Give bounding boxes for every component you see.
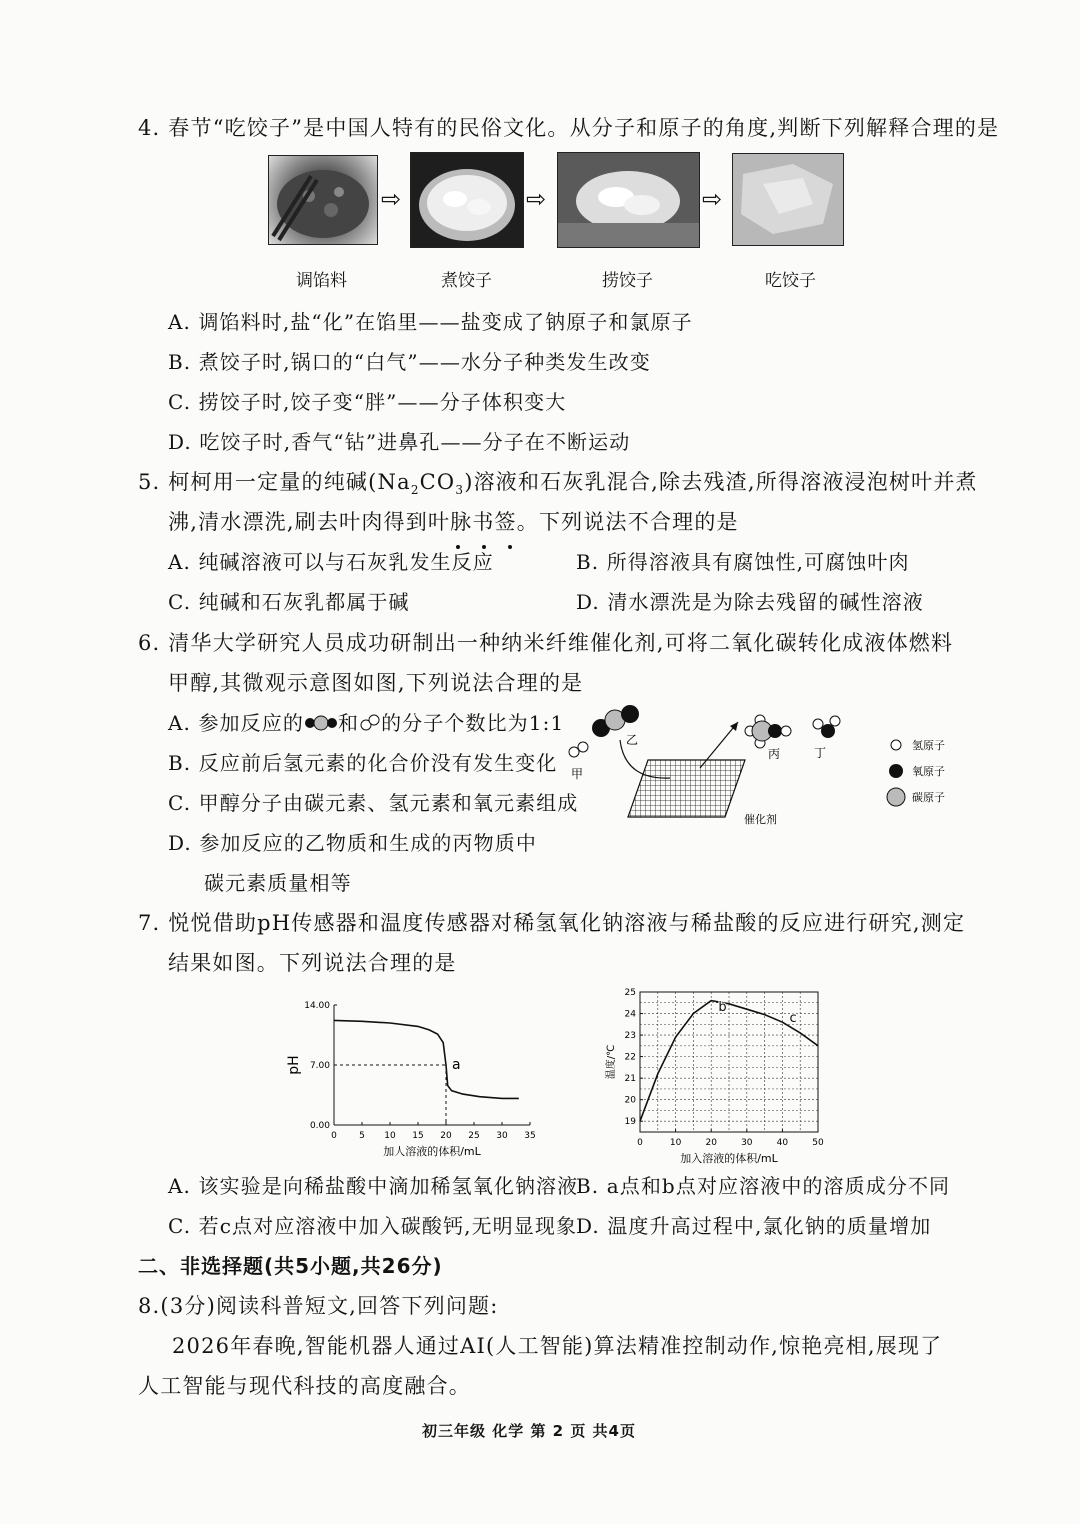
photo-filling bbox=[268, 155, 378, 245]
q6-option-a: A. 参加反应的 和 的分子个数比为1:1 bbox=[168, 711, 565, 735]
q8-paragraph-line1: 2026年春晚,智能机器人通过AI(人工智能)算法精准控制动作,惊艳亮相,展现了 bbox=[172, 1334, 943, 1358]
photo-eating bbox=[732, 153, 844, 246]
y-tick-label: 19 bbox=[624, 1117, 636, 1128]
label-jia: 甲 bbox=[571, 767, 584, 781]
q5-option-a: A. 纯碱溶液可以与石灰乳发生反应 bbox=[168, 550, 494, 574]
carbon-legend-icon bbox=[887, 788, 905, 806]
q5-option-d: D. 清水漂洗是为除去残留的碱性溶液 bbox=[576, 590, 924, 614]
q7-option-b: B. a点和b点对应溶液中的溶质成分不同 bbox=[576, 1174, 951, 1198]
methanol-molecule bbox=[745, 715, 791, 748]
q6-option-d: D. 参加反应的乙物质和生成的丙物质中 bbox=[168, 831, 537, 855]
q4-option-b: B. 煮饺子时,锅口的“白气”——水分子种类发生改变 bbox=[168, 350, 651, 374]
y-axis-label: pH bbox=[286, 1055, 302, 1075]
q6-stem-line2: 甲醇,其微观示意图如图,下列说法合理的是 bbox=[168, 671, 584, 695]
oxygen-legend-icon bbox=[889, 764, 903, 778]
y-tick-label: 20 bbox=[624, 1095, 636, 1106]
x-tick-label: 25 bbox=[468, 1131, 480, 1141]
photo-boiling bbox=[410, 152, 524, 248]
x-tick-label: 50 bbox=[812, 1138, 824, 1148]
y-tick-label: 21 bbox=[624, 1074, 636, 1085]
q7-stem-line2: 结果如图。下列说法合理的是 bbox=[168, 951, 457, 975]
x-axis-label: 加入溶液的体积/mL bbox=[680, 1152, 778, 1165]
q5-stem-line1: 5. 柯柯用一定量的纯碱$(Na_2CO_3)$溶液和石灰乳混合,除去残渣,所得溶液浸泡树叶并煮 bbox=[138, 470, 978, 498]
x-axis-label: 加人溶液的体积/mL bbox=[383, 1145, 481, 1158]
q6-option-b: B. 反应前后氢元素的化合价没有发生变化 bbox=[168, 751, 558, 775]
step-label: 捞饺子 bbox=[602, 271, 653, 291]
x-tick-label: 10 bbox=[669, 1138, 682, 1148]
q8-stem: 8.(3分)阅读科普短文,回答下列问题: bbox=[138, 1294, 499, 1318]
y-tick-label: 24 bbox=[624, 1009, 636, 1020]
q7-option-c: C. 若c点对应溶液中加入碳酸钙,无明显现象 bbox=[168, 1214, 578, 1238]
point-label: c bbox=[789, 1010, 797, 1026]
data-series-line bbox=[334, 1020, 519, 1098]
reaction-diagram bbox=[560, 700, 980, 835]
q7-stem-line1: 7. 悦悦借助pH传感器和温度传感器对稀氢氧化钠溶液与稀盐酸的反应进行研究,测定 bbox=[138, 911, 966, 935]
q5-option-b: B. 所得溶液具有腐蚀性,可腐蚀叶肉 bbox=[576, 550, 910, 574]
q7-option-d: D. 温度升高过程中,氯化钠的质量增加 bbox=[576, 1214, 932, 1238]
legend-hydrogen: 氢原子 bbox=[912, 739, 945, 752]
photo-scooping bbox=[557, 152, 700, 248]
x-tick-label: 0 bbox=[637, 1138, 643, 1148]
x-tick-label: 0 bbox=[331, 1131, 337, 1141]
q8-paragraph-line2: 人工智能与现代科技的高度融合。 bbox=[138, 1374, 471, 1398]
x-tick-label: 20 bbox=[440, 1131, 452, 1141]
q6-stem-line1: 6. 清华大学研究人员成功研制出一种纳米纤维催化剂,可将二氧化碳转化成液体燃料 bbox=[138, 631, 954, 655]
ph-chart bbox=[280, 990, 550, 1165]
label-catalyst: 催化剂 bbox=[744, 813, 777, 826]
water-molecule bbox=[813, 716, 840, 738]
arrow-icon: ⇨ bbox=[381, 185, 402, 213]
label-yi: 乙 bbox=[626, 733, 639, 747]
x-tick-label: 40 bbox=[776, 1138, 789, 1148]
label-bing: 丙 bbox=[768, 747, 781, 761]
h2-molecule bbox=[569, 742, 588, 757]
x-tick-label: 30 bbox=[496, 1131, 508, 1141]
legend-carbon: 碳原子 bbox=[912, 791, 945, 804]
label-ding: 丁 bbox=[814, 746, 827, 760]
arrow-icon: ⇨ bbox=[526, 185, 547, 213]
y-tick-label: 25 bbox=[624, 988, 636, 998]
y-axis-label: 温度/℃ bbox=[606, 1044, 617, 1080]
x-tick-label: 30 bbox=[741, 1138, 753, 1148]
h2-molecule-icon bbox=[359, 713, 381, 733]
point-label: b bbox=[718, 1000, 727, 1016]
co2-molecule-icon bbox=[304, 713, 338, 733]
q5-stem-line2: 沸,清水漂洗,刷去叶肉得到叶脉书签。下列说法不合理的是 bbox=[168, 510, 739, 534]
catalyst-grid bbox=[628, 760, 745, 817]
x-tick-label: 20 bbox=[705, 1138, 717, 1148]
temperature-chart bbox=[600, 982, 840, 1165]
step-label: 调馅料 bbox=[296, 271, 347, 291]
x-tick-label: 5 bbox=[359, 1131, 365, 1141]
q4-option-c: C. 捞饺子时,饺子变“胖”——分子体积变大 bbox=[168, 390, 567, 414]
y-tick-label: 7.00 bbox=[309, 1061, 330, 1071]
x-tick-label: 10 bbox=[384, 1131, 396, 1141]
arrow-icon: ⇨ bbox=[702, 185, 723, 213]
q4-option-a: A. 调馅料时,盐“化”在馅里——盐变成了钠原子和氯原子 bbox=[168, 310, 693, 334]
y-tick-label: 14.00 bbox=[304, 1001, 330, 1011]
q7-option-a: A. 该实验是向稀盐酸中滴加稀氢氧化钠溶液 bbox=[168, 1174, 579, 1198]
page-footer: 初三年级 化学 第 2 页 共4页 bbox=[422, 1422, 636, 1440]
step-label: 煮饺子 bbox=[441, 271, 492, 291]
legend-oxygen: 氧原子 bbox=[912, 765, 945, 778]
q6-option-d-cont: 碳元素质量相等 bbox=[204, 871, 352, 895]
section-heading: 二、非选择题(共5小题,共26分) bbox=[138, 1254, 443, 1278]
hydrogen-legend-icon bbox=[891, 740, 901, 750]
point-label: a bbox=[452, 1057, 461, 1073]
q6-option-c: C. 甲醇分子由碳元素、氢元素和氧元素组成 bbox=[168, 791, 579, 815]
y-tick-label: 23 bbox=[624, 1031, 636, 1042]
q4-option-d: D. 吃饺子时,香气“钻”进鼻孔——分子在不断运动 bbox=[168, 430, 631, 454]
y-tick-label: 22 bbox=[624, 1052, 636, 1063]
y-tick-label: 0.00 bbox=[309, 1121, 330, 1131]
x-tick-label: 15 bbox=[412, 1131, 424, 1141]
q4-stem: 4. 春节“吃饺子”是中国人特有的民俗文化。从分子和原子的角度,判断下列解释合理的是 bbox=[138, 116, 1000, 140]
step-label: 吃饺子 bbox=[765, 271, 816, 291]
q5-option-c: C. 纯碱和石灰乳都属于碱 bbox=[168, 590, 410, 614]
x-tick-label: 35 bbox=[524, 1131, 536, 1141]
